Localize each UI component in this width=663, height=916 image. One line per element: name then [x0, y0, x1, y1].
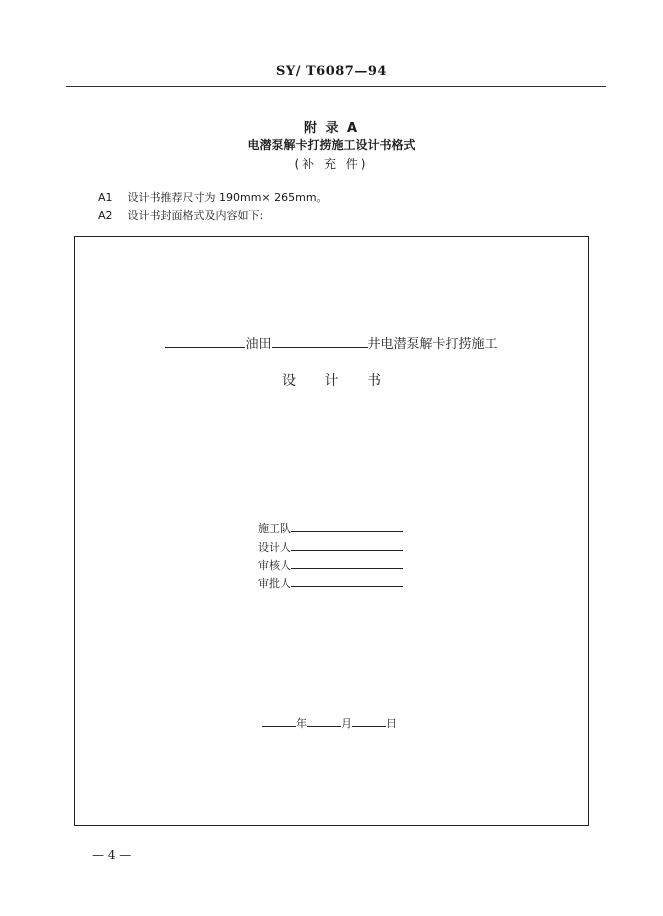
- oilfield-label: 油田: [245, 337, 272, 352]
- sign-field-approver: [258, 575, 403, 591]
- month-blank: [307, 719, 341, 727]
- clause-text: 设计书推荐尺寸为 190mm× 265mm。: [127, 191, 328, 204]
- well-label: 井电潜泵解卡打捞施工: [367, 337, 498, 352]
- sign-label: 审核人: [258, 559, 291, 572]
- clause-number: A2: [98, 209, 113, 222]
- cover-doc-title: 设 计 书: [282, 373, 393, 389]
- sign-label: 设计人: [258, 541, 291, 554]
- sign-blank: [291, 562, 403, 569]
- page-number: — 4 —: [92, 848, 132, 862]
- year-label: 年: [296, 717, 307, 730]
- year-blank: [262, 719, 296, 727]
- sign-blank: [291, 580, 403, 587]
- clause-a2: [98, 207, 263, 223]
- appendix-title: 附 录 A: [303, 121, 360, 136]
- cover-date: [262, 715, 397, 731]
- header-rule: [66, 86, 606, 87]
- clause-a1: [98, 189, 328, 205]
- clause-text: 设计书封面格式及内容如下:: [127, 209, 264, 222]
- standard-code: SY/ T6087—94: [276, 64, 387, 79]
- well-blank: [272, 340, 368, 348]
- sign-blank: [291, 525, 403, 532]
- cover-project-line: [74, 333, 589, 352]
- sign-blank: [291, 544, 403, 551]
- sign-label: 审批人: [258, 577, 291, 590]
- sign-field-designer: [258, 539, 403, 555]
- day-label: 日: [386, 717, 397, 730]
- clause-number: A1: [98, 191, 113, 204]
- appendix-subtitle: 电潜泵解卡打捞施工设计书格式: [247, 138, 416, 152]
- month-label: 月: [341, 717, 352, 730]
- oilfield-blank: [165, 340, 245, 348]
- sign-field-team: [258, 520, 403, 536]
- sign-field-reviewer: [258, 557, 403, 573]
- day-blank: [352, 719, 386, 727]
- appendix-note: (补 充 件): [294, 157, 369, 171]
- sign-label: 施工队: [258, 522, 291, 535]
